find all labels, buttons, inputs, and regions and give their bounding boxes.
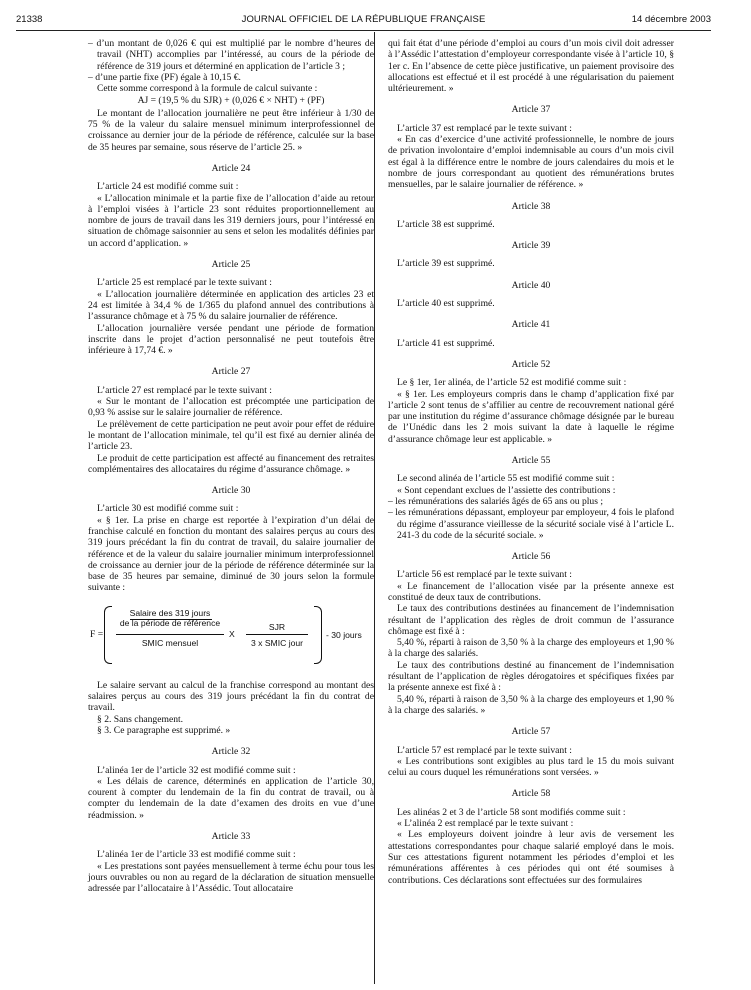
header-rule [16, 30, 711, 31]
article-heading: Article 40 [511, 279, 551, 291]
paragraph: L’article 40 est supprimé. [397, 298, 495, 310]
paragraph: « § 1er. Les employeurs compris dans le champ d’application fixé par l’article 2 sont tenus de s’affilier au centre de recouvrement national géré par une institution du régime d’assurance chômage désignée par le bureau de l’Unédic dans les 2 mois suivant la date à laquelle le régime d’assurance chômage leur est applicable. » [388, 388, 674, 445]
paragraph: « L’allocation journalière déterminée en application des articles 23 et 24 est limitée à 34,4 % de 1/365 du plafond annuel des contributions à l’assurance chômage et à 75 % du salaire journalier de référence. [88, 288, 374, 323]
formula-denominator: SMIC mensuel [141, 637, 199, 648]
fraction-bar [116, 634, 224, 635]
article-heading: Article 27 [211, 366, 251, 378]
numerator-line-1: Salaire des 319 jours [129, 607, 211, 618]
article-heading: Article 55 [511, 455, 551, 467]
paragraph: « Les employeurs doivent joindre à leur avis de versement les attestations correspondantes pour chaque salarié employé dans le mois. Sur ces attestations figurent notamment les périodes d’emploi et les rémunérations afférentes à ces périodes qui ont été soumises à contributions. Ces déclarations sont effectuées sur des formulaires [388, 829, 674, 886]
paragraph: § 2. Sans changement. [97, 713, 184, 725]
left-column [88, 38, 374, 895]
article-heading: Article 30 [211, 485, 251, 497]
sjr-fraction-bar [246, 634, 308, 635]
article-heading: Article 58 [511, 788, 551, 800]
multiply-sign: X [229, 628, 235, 639]
paragraph: L’article 24 est modifié comme suit : [97, 181, 239, 193]
paragraph: Le salaire servant au calcul de la franchise correspond au montant des salaires perçus au cours des 319 jours précédant la fin du contrat de travail. [88, 679, 374, 714]
list-item: – les rémunérations dépassant, employeur par employeur, 4 fois le plafond du régime d’assurance vieillesse de la sécurité sociale visé à l’article L. 241-3 du code de la sécurité sociale. » [388, 507, 674, 541]
formula-numerator [114, 608, 226, 628]
paragraph: « Les contributions sont exigibles au plus tard le 15 du mois suivant celui au cours duquel les rémunérations sont versées. » [388, 755, 674, 779]
sjr-numerator: SJR [268, 621, 286, 632]
paragraph: qui fait état d’une période d’emploi au cours d’un mois civil doit adresser à l’Assédic l’attestation d’employeur correspondante visée à l’article 10, § 1er c. En l’absence de cette pièce justificative, un paiement provisoire des allocations est effectué et il est procédé à une régularisation du paiement ultérieurement. » [388, 38, 674, 95]
paragraph: L’article 27 est remplacé par le texte suivant : [97, 384, 272, 396]
paragraph: – d’un montant de 0,026 € qui est multiplié par le nombre d’heures de travail (NHT) accomplies par l’intéressé, au cours de la période de référence de 319 jours et déterminé en application de l’article 3 ; [88, 38, 374, 72]
article-heading: Article 52 [511, 358, 551, 370]
franchise-formula [88, 602, 374, 672]
inner-fraction-bar [130, 619, 212, 620]
left-bracket [104, 606, 112, 664]
paragraph: L’allocation journalière versée pendant une période de formation inscrite dans le projet d’action personnalisé ne peut toutefois être inférieure à 17,74 €. » [88, 322, 374, 357]
paragraph: L’article 25 est remplacé par le texte suivant : [97, 277, 272, 289]
paragraph: L’article 39 est supprimé. [397, 258, 495, 270]
paragraph: « § 1er. La prise en charge est reportée à l’expiration d’un délai de franchise calculé en fonction du montant des salaires perçus au cours des 319 jours précédant la fin du contrat de travail, du salaire journalier de référence et de la valeur du salaire journalier minimum interprofessionnel de croissance au dernier jour de la période de référence déterminée sur la base de 35 heures par semaine, diminué de 30 jours selon la formule suivante : [88, 514, 374, 594]
paragraph: L’article 57 est remplacé par le texte suivant : [397, 744, 572, 756]
journal-title: JOURNAL OFFICIEL DE LA RÉPUBLIQUE FRANÇAISE [241, 14, 486, 25]
paragraph: « L’alinéa 2 est remplacé par le texte suivant : [397, 818, 574, 830]
article-heading: Article 39 [511, 240, 551, 252]
paragraph: Le produit de cette participation est affecté au financement des retraites complémentaires des allocataires du régime d’assurance chômage. » [88, 452, 374, 475]
article-heading: Article 25 [211, 259, 251, 271]
paragraph: « En cas d’exercice d’une activité professionnelle, le nombre de jours de privation involontaire d’emploi indemnisable au cours d’un mois civil est égal à la différence entre le nombre de jours calendaires du mois et le nombre de jours correspondant au quotient des rémunérations brutes mensuelles, par le salaire journalier de référence. » [388, 134, 674, 191]
paragraph: L’article 37 est remplacé par le texte suivant : [397, 122, 572, 134]
paragraph: L’article 56 est remplacé par le texte suivant : [397, 569, 572, 581]
paragraph: Le taux des contributions destiné au financement de l’indemnisation résultant de l’application de règles dérogatoires et spécifiques fixées par la présente annexe est fixé à : [388, 659, 674, 694]
paragraph: Cette somme correspond à la formule de calcul suivante : [97, 83, 318, 95]
formula-label: F = [90, 628, 104, 640]
article-heading: Article 33 [211, 831, 251, 843]
paragraph: 5,40 %, réparti à raison de 3,50 % à la charge des employeurs et 1,90 % à la charge des salariés. » [388, 693, 674, 716]
paragraph: L’article 30 est modifié comme suit : [97, 503, 239, 515]
paragraph: « Le financement de l’allocation visée par la présente annexe est constitué de deux taux de contributions. [388, 580, 674, 603]
paragraph: L’article 38 est supprimé. [397, 218, 495, 230]
paragraph: Les alinéas 2 et 3 de l’article 58 sont modifiés comme suit : [397, 806, 626, 818]
article-heading: Article 56 [511, 551, 551, 563]
paragraph: « Sur le montant de l’allocation est précomptée une participation de 0,93 % assise sur le salaire journalier de référence. [88, 396, 374, 419]
page-header [16, 14, 711, 28]
paragraph: Le § 1er, 1er alinéa, de l’article 52 est modifié comme suit : [397, 377, 627, 389]
article-heading: Article 37 [511, 104, 551, 116]
right-column [388, 38, 674, 886]
paragraph: Le taux des contributions destinées au financement de l’indemnisation résultant de l’application des règles de droit commun de l’assurance chômage est fixé à : [388, 603, 674, 637]
paragraph: Le montant de l’allocation journalière ne peut être inférieur à 1/30 de 75 % de la valeur du salaire mensuel minimum interprofessionnel de croissance au dernier jour de la période de référence, calculée sur la base de 35 heures par semaine, sous réserve de l’article 25. » [88, 107, 374, 153]
paragraph: « Sont cependant exclues de l’assiette des contributions : [397, 484, 616, 496]
formula-tail: - 30 jours [326, 629, 362, 640]
article-heading: Article 57 [511, 726, 551, 738]
paragraph: – d’une partie fixe (PF) égale à 10,15 €. [88, 71, 241, 83]
paragraph: « L’allocation minimale et la partie fixe de l’allocation d’aide au retour à l’emploi visées à l’article 23 sont réduites proportionnellement au nombre de jours de travail dans les 319 derniers jours, pour l’intéressé en situation de chômage saisonnier au sens et selon les modalités définies par un accord d’application. » [88, 192, 374, 249]
column-divider [374, 32, 375, 984]
formula-aj: AJ = (19,5 % du SJR) + (0,026 € × NHT) + (PF) [137, 95, 325, 107]
sjr-denominator: 3 x SMIC jour [250, 637, 304, 648]
article-heading: Article 38 [511, 200, 551, 212]
page-number: 21338 [16, 14, 43, 25]
paragraph: Le prélèvement de cette participation ne peut avoir pour effet de réduire le montant de l’allocation minimale, tel qu’il est fixé au dernier alinéa de l’article 23. [88, 418, 374, 453]
list-item: – les rémunérations des salariés âgés de 65 ans ou plus ; [388, 495, 604, 507]
right-bracket [314, 606, 322, 664]
paragraph: L’article 41 est supprimé. [397, 337, 495, 349]
article-heading: Article 32 [211, 746, 251, 758]
numerator-line-2: de la période de référence [119, 617, 221, 628]
paragraph: 5,40 %, réparti à raison de 3,50 % à la charge des employeurs et 1,90 % à la charge des salariés. [388, 637, 674, 660]
paragraph: « Les prestations sont payées mensuellement à terme échu pour tous les jours ouvrables ou non au regard de la déclaration de situation mensuelle adressée par l’allocataire à l’Assédic. Tout allocataire [88, 860, 374, 895]
paragraph: « Les délais de carence, déterminés en application de l’article 30, courent à compter du lendemain de la fin du contrat de travail, ou à compter du lendemain de la date d’examen des droits en vue d’une réadmission. » [88, 775, 374, 821]
paragraph: Le second alinéa de l’article 55 est modifié comme suit : [397, 473, 615, 485]
paragraph: § 3. Ce paragraphe est supprimé. » [97, 724, 231, 736]
issue-date: 14 décembre 2003 [631, 14, 711, 25]
paragraph: L’alinéa 1er de l’article 33 est modifié comme suit : [97, 849, 296, 861]
article-heading: Article 24 [211, 162, 251, 174]
article-heading: Article 41 [511, 319, 551, 331]
paragraph: L’alinéa 1er de l’article 32 est modifié comme suit : [97, 764, 296, 776]
